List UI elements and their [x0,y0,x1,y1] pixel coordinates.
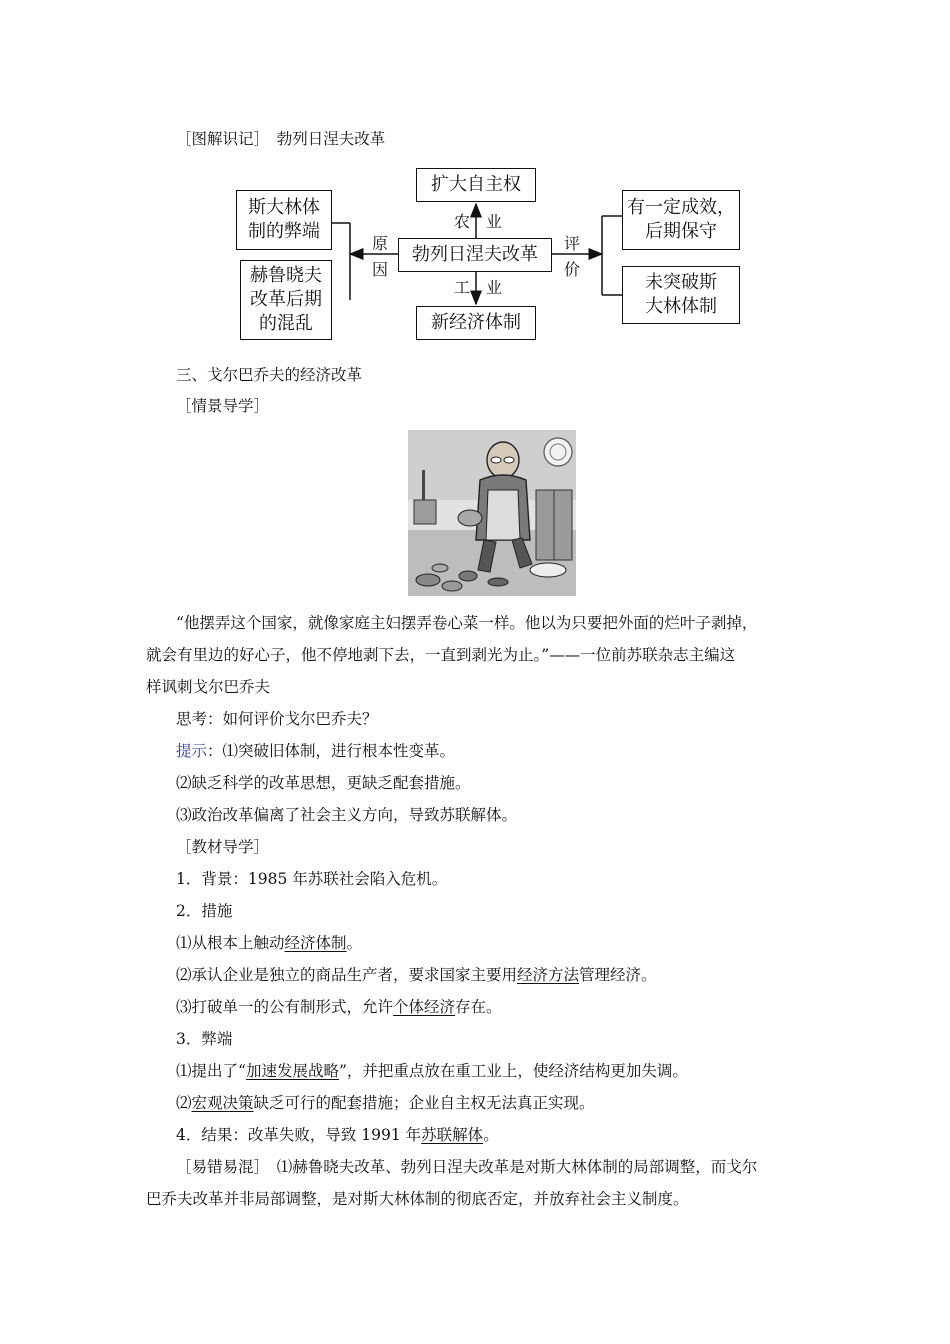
label-eval-1: 评 [564,234,581,253]
text: ⑵ [176,1094,192,1112]
box-some-effect [622,190,740,250]
box-brezhnev-reform: 勃列日涅夫改革 [398,238,552,272]
measures-title: 2．措施 [176,902,233,920]
confuse-line: 巴乔夫改革并非局部调整，是对斯大林体制的彻底否定，并放弃社会主义制度。 [146,1190,689,1208]
text: 。 [483,1126,499,1144]
box-not-break-stalin [622,266,740,324]
hint-3: ⑶政治改革偏离了社会主义方向，导致苏联解体。 [176,806,518,824]
underlined-term: 加速发展战略 [245,1062,339,1080]
quote-line: 样讽刺戈尔巴乔夫 [146,678,271,696]
label-industry: 工 业 [454,278,503,297]
box-text: 大林体制 [645,296,717,317]
label-reason-1: 原 [372,234,389,253]
result [176,1124,499,1146]
textbook-heading: ［教材导学］ [176,838,270,856]
measure-3 [176,996,502,1018]
text: ⑶打破单一的公有制形式，允许 [176,998,394,1016]
box-text: 有一定成效， [627,197,735,218]
underlined-term: 苏联解体 [421,1126,484,1144]
hint-text: ：⑴突破旧体制，进行根本性变革。 [207,742,456,760]
box-text: 的混乱 [259,313,313,334]
hint-2: ⑵缺乏科学的改革思想，更缺乏配套措施。 [176,774,471,792]
text: ⑵承认企业是独立的商品生产者，要求国家主要用 [176,966,518,984]
box-text: 赫鲁晓夫 [250,265,322,286]
text: 4．结果：改革失败，导致 1991 年 [176,1126,422,1144]
text: 。 [346,934,363,952]
text: 存在。 [455,998,502,1016]
box-khrushchev-chaos [240,260,332,340]
underlined-term: 经济体制 [284,934,347,952]
measure-1 [176,932,362,954]
box-text: 制的弊端 [248,221,320,242]
underlined-term: 个体经济 [393,998,456,1016]
quote-line: “他摆弄这个国家，就像家庭主妇摆弄卷心菜一样。他以为只要把外面的烂叶子剥掉， [176,614,758,632]
think-question: 思考：如何评价戈尔巴乔夫？ [176,710,378,728]
box-stalin-drawbacks [236,190,332,250]
hint-1 [176,740,455,762]
hint-label: 提示 [176,742,208,760]
box-text: 斯大林体 [248,197,320,218]
underlined-term: 经济方法 [517,966,580,984]
box-text: 改革后期 [250,289,322,310]
text: ⑴提出了“ [176,1062,246,1080]
measure-2 [176,964,657,986]
text: 管理经济。 [579,966,657,984]
label-reason-2: 因 [372,260,389,279]
label-eval-2: 价 [564,260,581,279]
box-new-economic-system: 新经济体制 [416,306,536,340]
box-text: 后期保守 [645,221,717,242]
text: 缺乏可行的配套措施；企业自主权无法真正实现。 [253,1094,595,1112]
reform-diagram [230,160,750,345]
drawbacks-title: 3．弊端 [176,1030,233,1048]
box-expand-autonomy: 扩大自主权 [416,168,536,202]
confuse-line: ［易错易混］ ⑴赫鲁晓夫改革、勃列日涅夫改革是对斯大林体制的局部调整，而戈尔 [176,1158,758,1176]
text: ”，并把重点放在重工业上，使经济结构更加失调。 [338,1062,688,1080]
section-title: 三、戈尔巴乔夫的经济改革 [176,366,363,384]
background: 1．背景：1985 年苏联社会陷入危机。 [176,870,448,888]
diagram-heading: ［图解识记］ 勃列日涅夫改革 [176,130,386,148]
label-agriculture: 农 业 [454,212,503,231]
drawback-1 [176,1060,688,1082]
text: ⑴从根本上触动 [176,934,285,952]
cartoon-illustration [408,430,576,596]
quote-line: 就会有里边的好心子，他不停地剥下去，一直到剥光为止。”——一位前苏联杂志主编这 [146,646,736,664]
drawback-2 [176,1092,595,1114]
scene-heading: ［情景导学］ [176,397,270,415]
box-text: 未突破斯 [645,272,717,293]
underlined-term: 宏观决策 [191,1094,254,1112]
